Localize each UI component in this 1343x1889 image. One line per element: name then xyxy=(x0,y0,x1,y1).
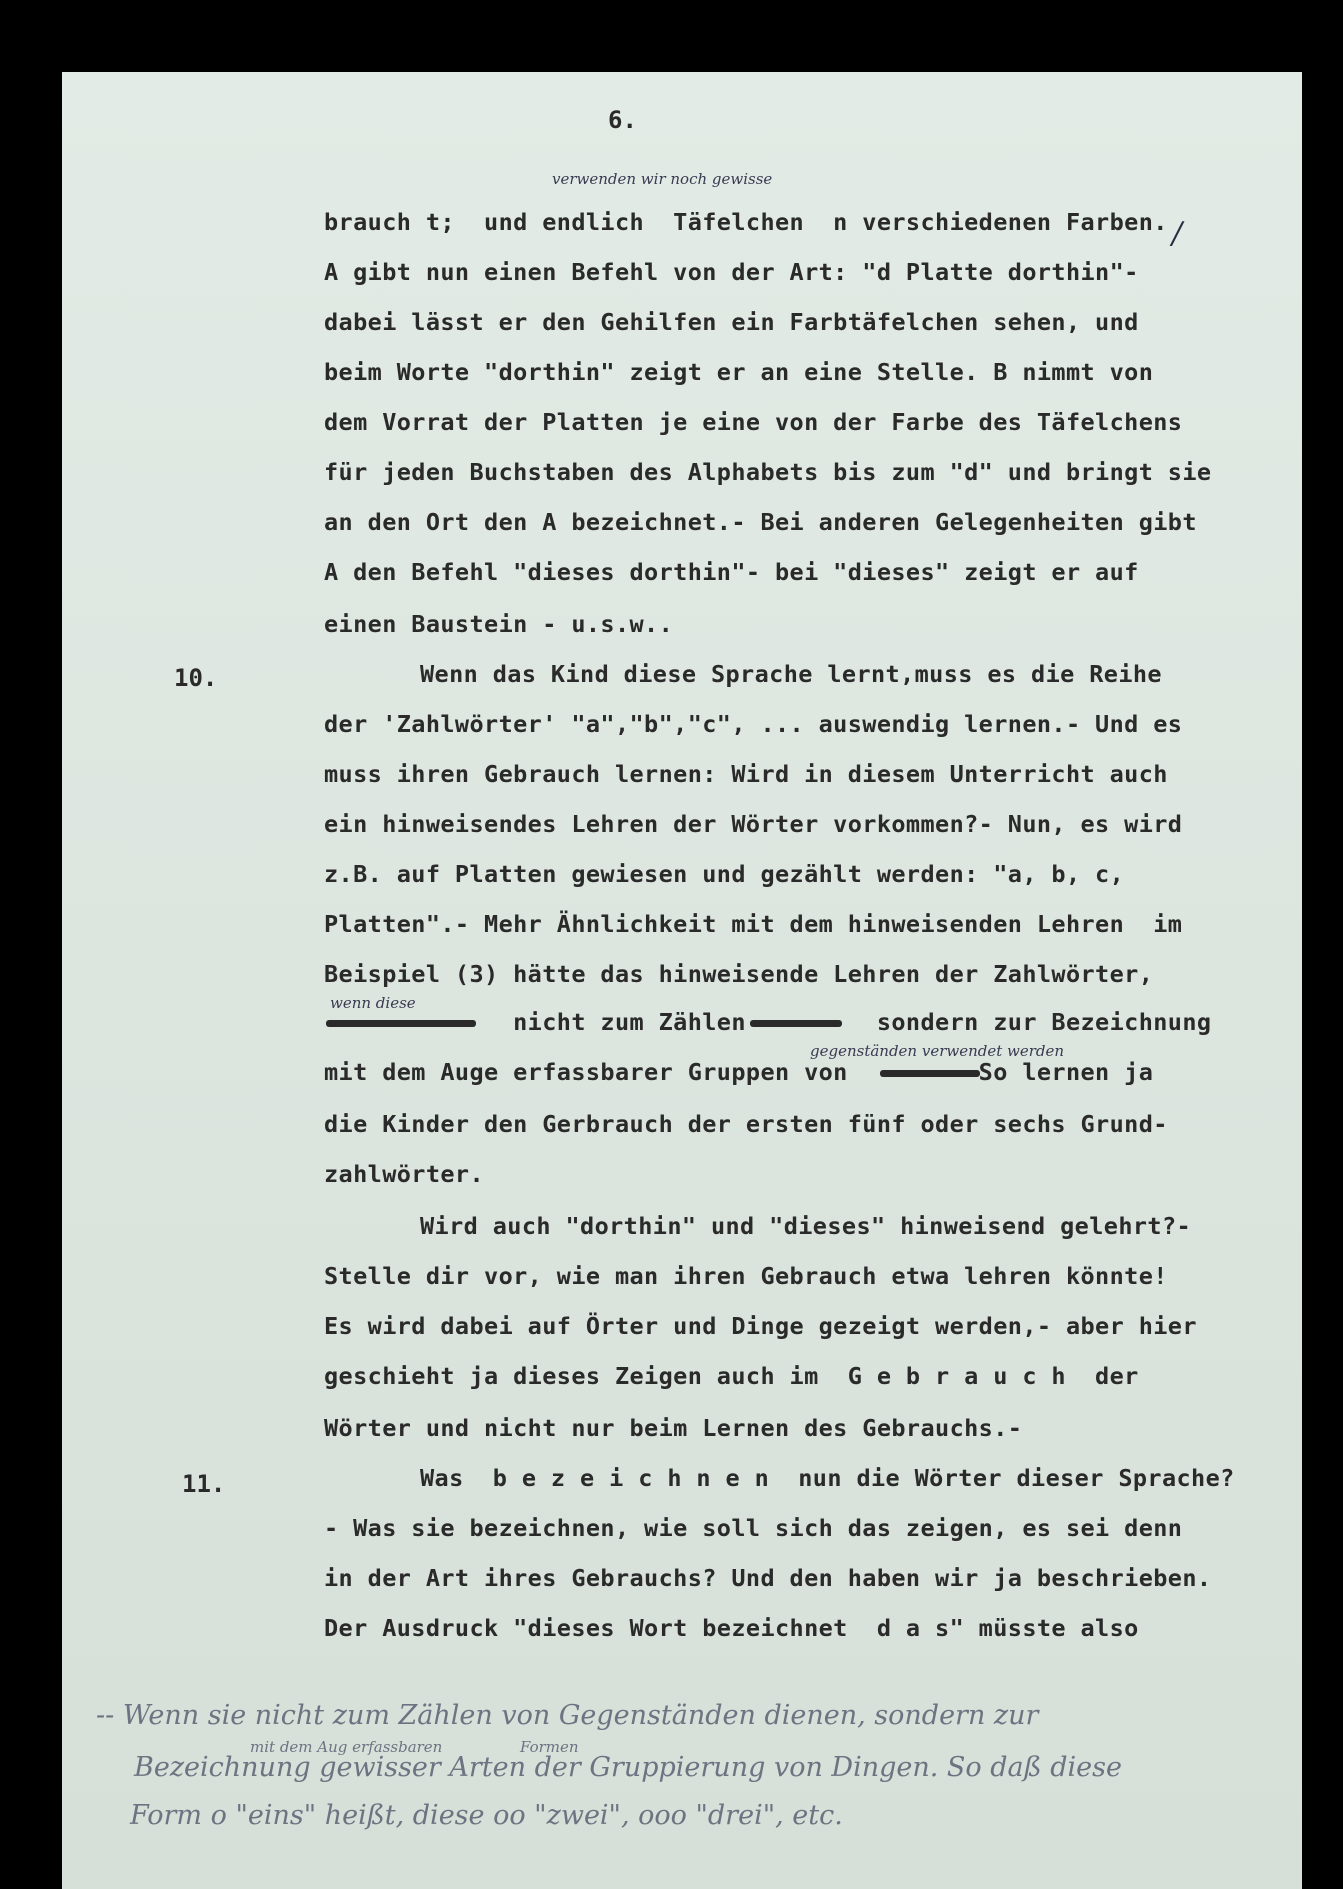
text-line: nicht zum Zählen sondern zur Bezeichnung xyxy=(324,1008,1212,1036)
text-line: Platten".- Mehr Ähnlichkeit mit dem hinweisenden Lehren im xyxy=(324,910,1183,938)
handwritten-insertion-wenn: wenn diese xyxy=(330,994,416,1012)
handwritten-footnote-line3: Form o "eins" heißt, diese oo "zwei", ooo "drei", etc. xyxy=(130,1800,843,1831)
text-line: Stelle dir vor, wie man ihren Gebrauch etwa lehren könnte! xyxy=(324,1262,1168,1290)
text-line: Es wird dabei auf Örter und Dinge gezeigt werden,- aber hier xyxy=(324,1312,1197,1340)
text-line: für jeden Buchstaben des Alphabets bis zum "d" und bringt sie xyxy=(324,458,1212,486)
text-line: einen Baustein - u.s.w.. xyxy=(324,610,674,638)
text-line: die Kinder den Gerbrauch der ersten fünf oder sechs Grund- xyxy=(324,1110,1168,1138)
handwritten-footnote-line1: -- Wenn sie nicht zum Zählen von Gegenständen dienen, sondern zur xyxy=(96,1700,1039,1731)
text-line: muss ihren Gebrauch lernen: Wird in diesem Unterricht auch xyxy=(324,760,1168,788)
text-line: A gibt nun einen Befehl von der Art: "d Platte dorthin"- xyxy=(324,258,1139,286)
section-number-10: 10. xyxy=(174,664,218,692)
text-line: geschieht ja dieses Zeigen auch im G e b r a u c h der xyxy=(324,1362,1139,1390)
text-line: zahlwörter. xyxy=(324,1160,485,1188)
text-line: Der Ausdruck "dieses Wort bezeichnet d a s" müsste also xyxy=(324,1614,1139,1642)
text-line: brauch t; und endlich Täfelchen n verschiedenen Farben. xyxy=(324,208,1168,236)
handwritten-footnote-insert: mit dem Aug erfassbaren xyxy=(250,1738,443,1756)
text-line: der 'Zahlwörter' "a","b","c", ... auswendig lernen.- Und es xyxy=(324,710,1183,738)
text-line: - Was sie bezeichnen, wie soll sich das zeigen, es sei denn xyxy=(324,1514,1183,1542)
text-line: z.B. auf Platten gewiesen und gezählt werden: "a, b, c, xyxy=(324,860,1125,888)
text-line: Wörter und nicht nur beim Lernen des Gebrauchs.- xyxy=(324,1414,1023,1442)
handwritten-insertion-gegenstaenden: gegenständen verwendet werden xyxy=(810,1042,1065,1060)
text-line: dabei lässt er den Gehilfen ein Farbtäfelchen sehen, und xyxy=(324,308,1139,336)
handwritten-footnote-insert-formen: Formen xyxy=(520,1738,579,1756)
text-line: ein hinweisendes Lehren der Wörter vorkommen?- Nun, es wird xyxy=(324,810,1183,838)
section-number-11: 11. xyxy=(182,1470,226,1498)
handwritten-footnote-line2: Bezeichnung gewisser Arten der Gruppierung von Dingen. So daß diese xyxy=(134,1752,1122,1783)
text-line: Beispiel (3) hätte das hinweisende Lehren der Zahlwörter, xyxy=(324,960,1154,988)
text-line: an den Ort den A bezeichnet.- Bei anderen Gelegenheiten gibt xyxy=(324,508,1197,536)
text-line: Wenn das Kind diese Sprache lernt,muss es die Reihe xyxy=(420,660,1162,688)
text-line: A den Befehl "dieses dorthin"- bei "dieses" zeigt er auf xyxy=(324,558,1139,586)
text-line: dem Vorrat der Platten je eine von der Farbe des Täfelchens xyxy=(324,408,1183,436)
text-line: Was b e z e i c h n e n nun die Wörter dieser Sprache? xyxy=(420,1464,1235,1492)
page-number: 6. xyxy=(608,106,637,134)
text-line: mit dem Auge erfassbarer Gruppen von So lernen ja xyxy=(324,1058,1154,1086)
handwritten-insertion-top: verwenden wir noch gewisse xyxy=(552,170,773,188)
text-line: Wird auch "dorthin" und "dieses" hinweisend gelehrt?- xyxy=(420,1212,1192,1240)
handwritten-margin-mark: / xyxy=(1172,216,1183,251)
text-line: beim Worte "dorthin" zeigt er an eine Stelle. B nimmt von xyxy=(324,358,1154,386)
text-line: in der Art ihres Gebrauchs? Und den haben wir ja beschrieben. xyxy=(324,1564,1212,1592)
